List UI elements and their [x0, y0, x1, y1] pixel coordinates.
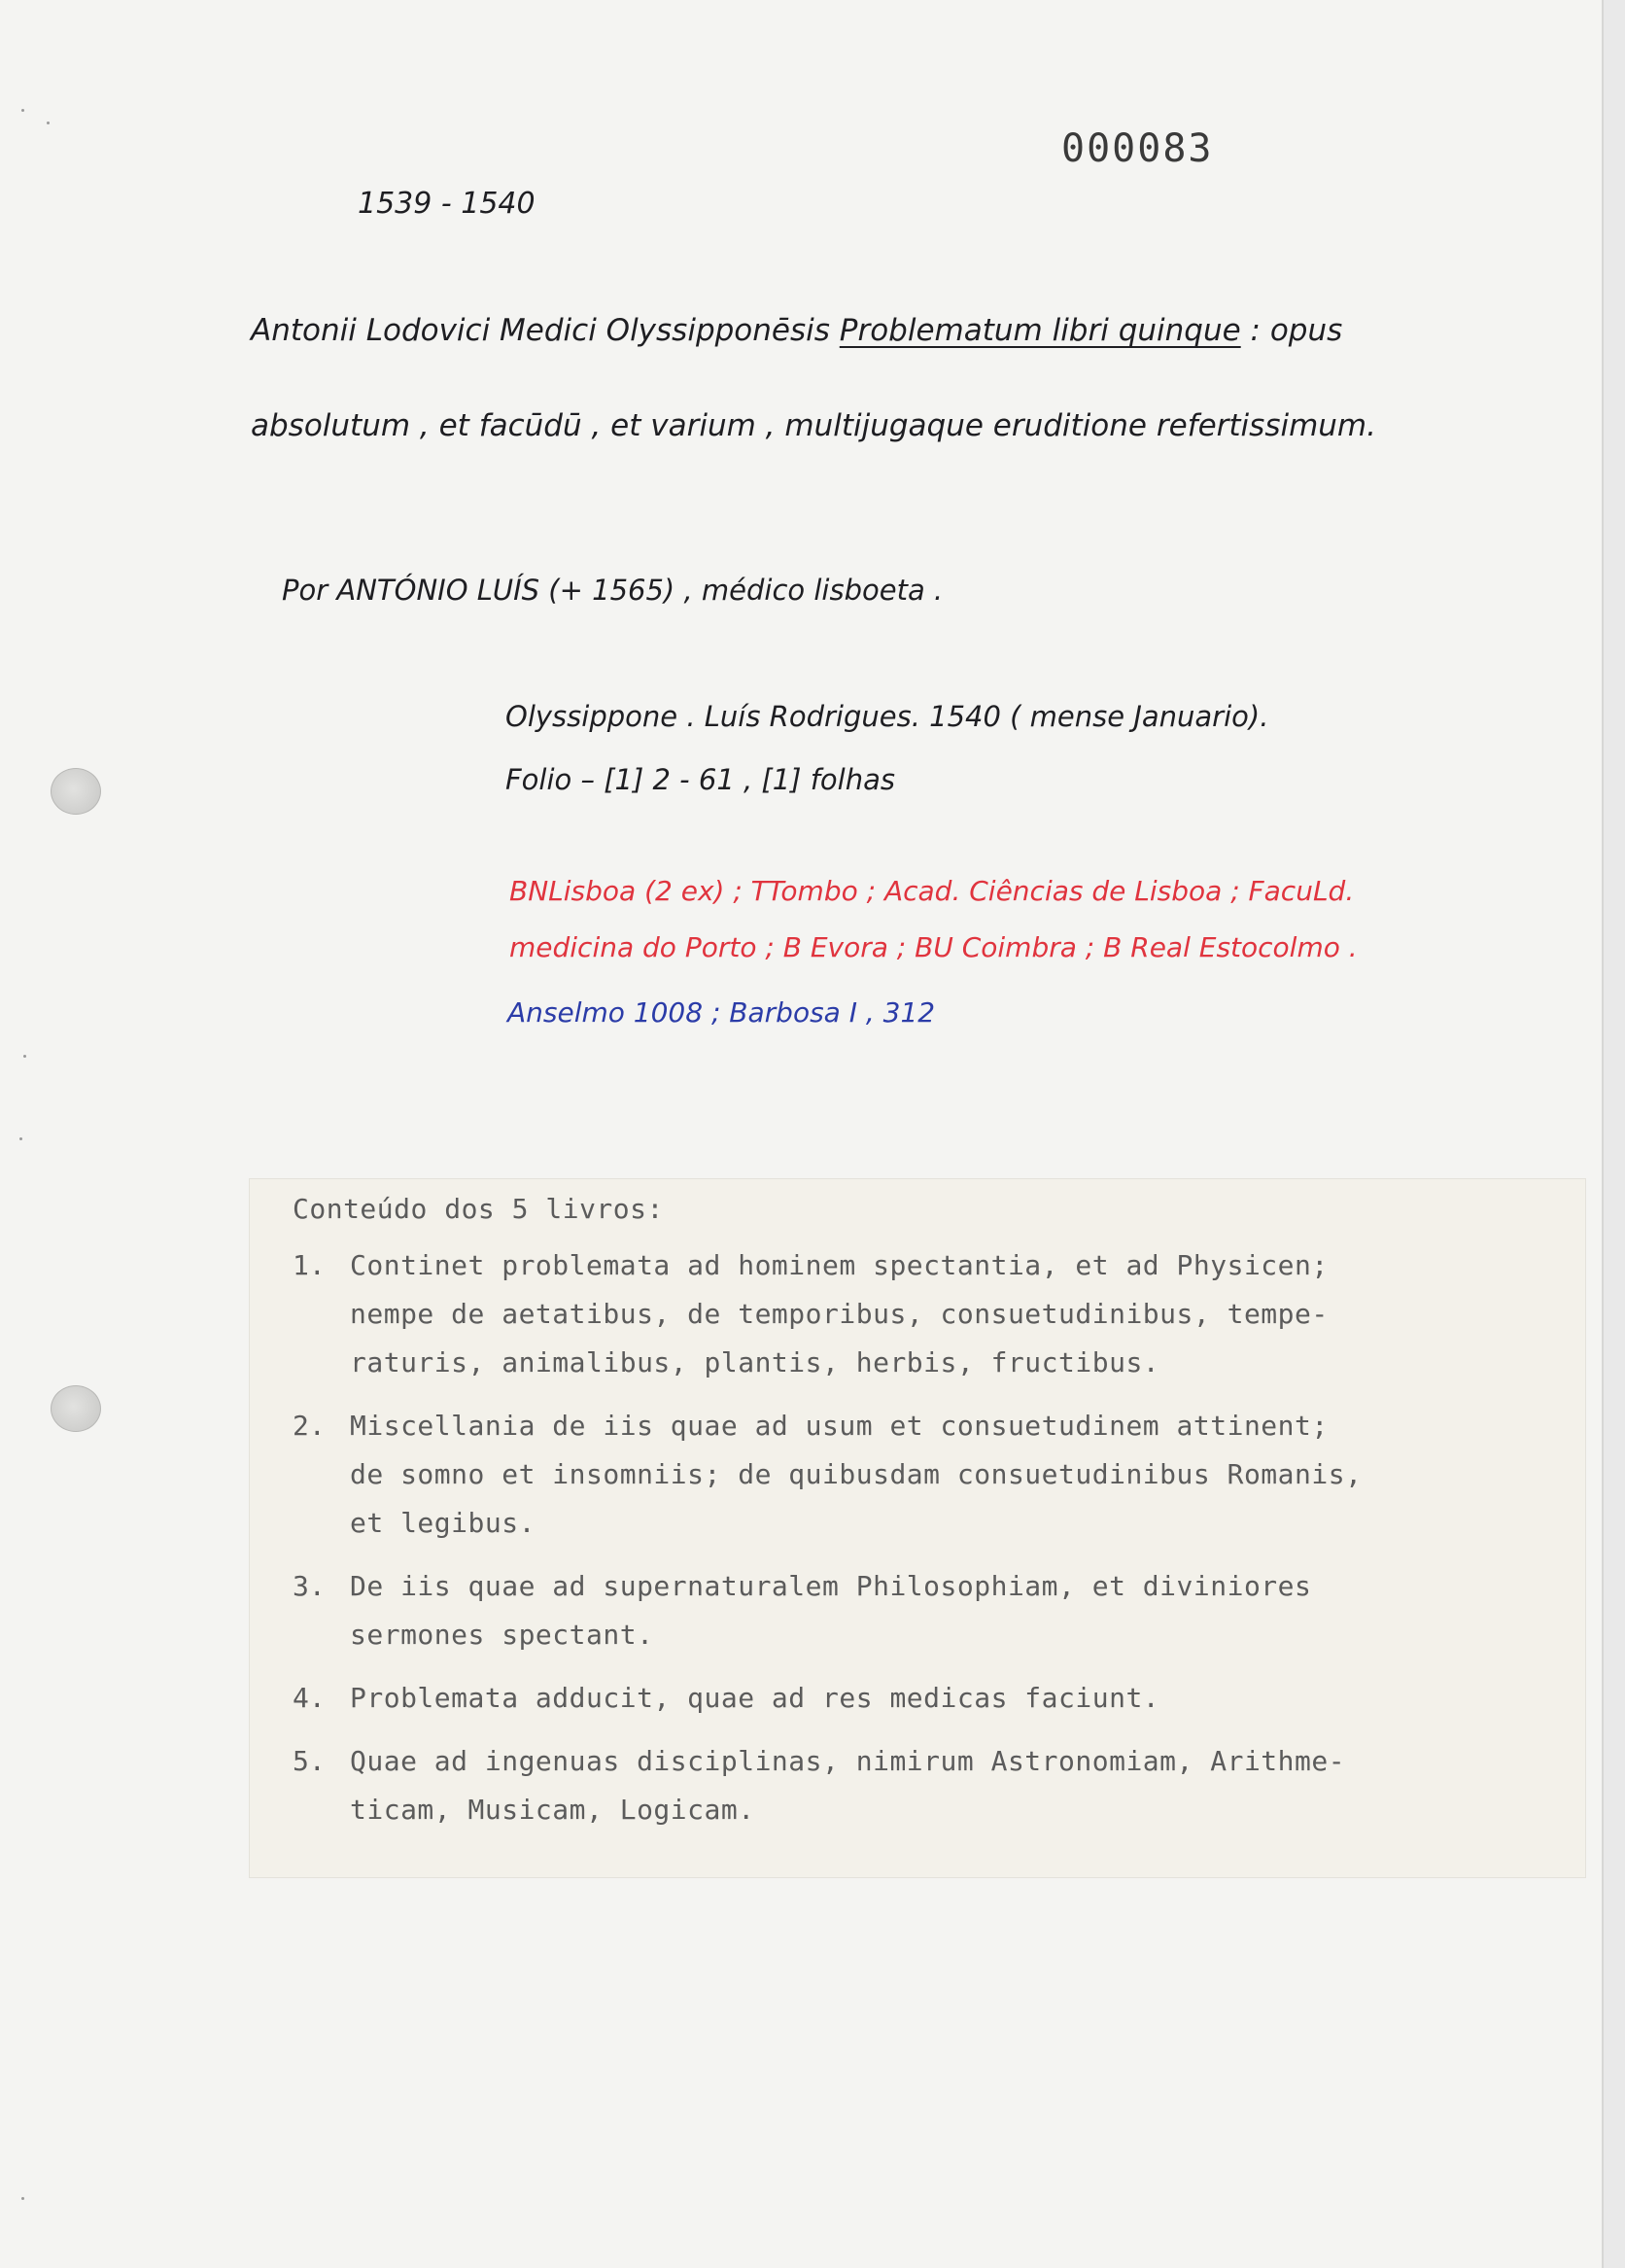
item-line: Problemata adducit, quae ad res medicas faciunt.	[350, 1682, 1160, 1714]
item-line: ticam, Musicam, Logicam.	[350, 1794, 755, 1826]
punch-hole-top	[51, 768, 101, 815]
title-prefix: Antonii Lodovici Medici Olyssipponēsis	[251, 313, 840, 348]
item-number: 3.	[293, 1570, 326, 1602]
title-line-1	[251, 313, 1342, 348]
paper-speck	[23, 1055, 26, 1058]
paper-speck	[21, 2197, 24, 2200]
contents-heading: Conteúdo dos 5 livros:	[293, 1193, 664, 1225]
title-line-2: absolutum , et facūdū , et varium , multijugaque eruditione refertissimum.	[251, 408, 1376, 443]
item-number: 4.	[293, 1682, 326, 1714]
imprint-line-2: Folio – [1] 2 - 61 , [1] folhas	[505, 763, 895, 796]
date-range: 1539 - 1540	[358, 187, 536, 221]
library-locations-line-2: medicina do Porto ; B Evora ; BU Coimbra ; B Real Estocolmo .	[509, 931, 1358, 963]
paper-speck	[21, 109, 24, 112]
item-line: sermones spectant.	[350, 1619, 654, 1651]
typed-contents-sheet	[250, 1179, 1585, 1877]
item-number: 1.	[293, 1249, 326, 1281]
item-line: Continet problemata ad hominem spectantia, et ad Physicen;	[350, 1249, 1329, 1281]
paper-speck	[19, 1137, 22, 1140]
punch-hole-bottom	[51, 1385, 101, 1432]
catalog-number-stamp: 000083	[1061, 126, 1214, 171]
item-number: 2.	[293, 1410, 326, 1442]
author-line: Por ANTÓNIO LUÍS (+ 1565) , médico lisboeta .	[282, 574, 944, 607]
item-line: de somno et insomniis; de quibusdam consuetudinibus Romanis,	[350, 1458, 1363, 1490]
library-locations-line-1: BNLisboa (2 ex) ; TTombo ; Acad. Ciências de Lisboa ; FacuLd.	[509, 875, 1355, 907]
title-suffix: : opus	[1240, 313, 1343, 348]
item-line: raturis, animalibus, plantis, herbis, fructibus.	[350, 1346, 1160, 1378]
title-underlined: Problematum libri quinque	[839, 313, 1241, 348]
item-line: et legibus.	[350, 1507, 536, 1539]
item-line: De iis quae ad supernaturalem Philosophiam, et diviniores	[350, 1570, 1312, 1602]
item-line: Quae ad ingenuas disciplinas, nimirum Astronomiam, Arithme-	[350, 1745, 1346, 1777]
item-line: Miscellania de iis quae ad usum et consuetudinem attinent;	[350, 1410, 1329, 1442]
item-line: nempe de aetatibus, de temporibus, consuetudinibus, tempe-	[350, 1298, 1329, 1330]
item-number: 5.	[293, 1745, 326, 1777]
imprint-line-1: Olyssippone . Luís Rodrigues. 1540 ( mense Januario).	[505, 700, 1269, 733]
paper-speck	[47, 122, 50, 124]
bibliographic-references: Anselmo 1008 ; Barbosa I , 312	[507, 996, 936, 1029]
